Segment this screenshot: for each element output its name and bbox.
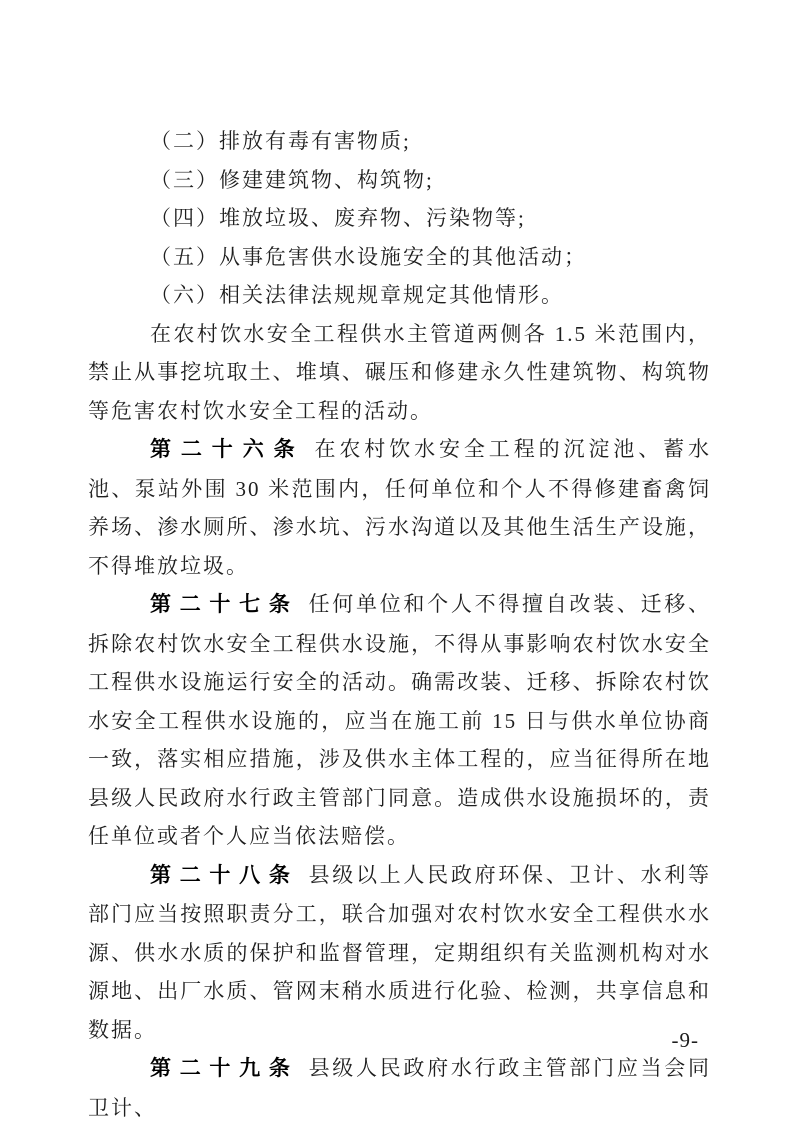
article-27-text: 任何单位和个人不得擅自改装、迁移、拆除农村饮水安全工程供水设施，不得从事影响农村饮水安全工程供水设施运行安全的活动。确需改装、迁移、拆除农村饮水安全工程供水设施的，应当在施工前 15 日与供水单位协商一致，落实相应措施，涉及供水主体工程的，应当征得所在地县级人民政府水行政主管部门同意。造成供水设施损坏的，责任单位或者个人应当依法赔偿。 [88,592,712,848]
clause-item-5: （五）从事危害供水设施安全的其他活动； [150,244,587,269]
article-27 [88,585,711,856]
paragraph-pipeline-protection [88,315,711,431]
article-28 [88,856,711,1050]
article-29-number: 第二十九条 [150,1057,299,1080]
clause-item-3: （三）修建建筑物、构筑物; [150,167,434,192]
article-26-text: 在农村饮水安全工程的沉淀池、蓄水池、泵站外围 30 米范围内，任何单位和个人不得修建畜禽饲养场、渗水厕所、渗水坑、污水沟道以及其他生活生产设施，不得堆放垃圾。 [88,437,711,578]
article-29 [88,1049,711,1122]
clause-item-4: （四）堆放垃圾、废弃物、污染物等; [150,206,526,230]
clause-item-6: （六）相关法律法规规章规定其他情形。 [150,283,564,307]
clause-item-2: （二）排放有毒有害物质; [150,129,411,153]
article-28-text: 县级以上人民政府环保、卫计、水利等部门应当按照职责分工，联合加强对农村饮水安全工程供水水源、供水水质的保护和监督管理，定期组织有关监测机构对水源地、出厂水质、管网末稍水质进行化验、检测，共享信息和数据。 [88,862,712,1042]
document-content [88,122,711,1122]
article-29-text: 县级人民政府水行政主管部门应当会同卫计、 [88,1056,712,1120]
page-number: -9- [671,1028,699,1052]
article-27-number: 第二十七条 [150,593,299,616]
article-26 [88,430,711,585]
article-26-number: 第二十六条 [150,438,305,461]
article-28-number: 第二十八条 [150,863,299,887]
paragraph-text: 在农村饮水安全工程供水主管道两侧各 1.5 米范围内，禁止从事挖坑取土、堆填、碾压和修建永久性建筑物、构筑物等危害农村饮水安全工程的活动。 [88,321,711,423]
